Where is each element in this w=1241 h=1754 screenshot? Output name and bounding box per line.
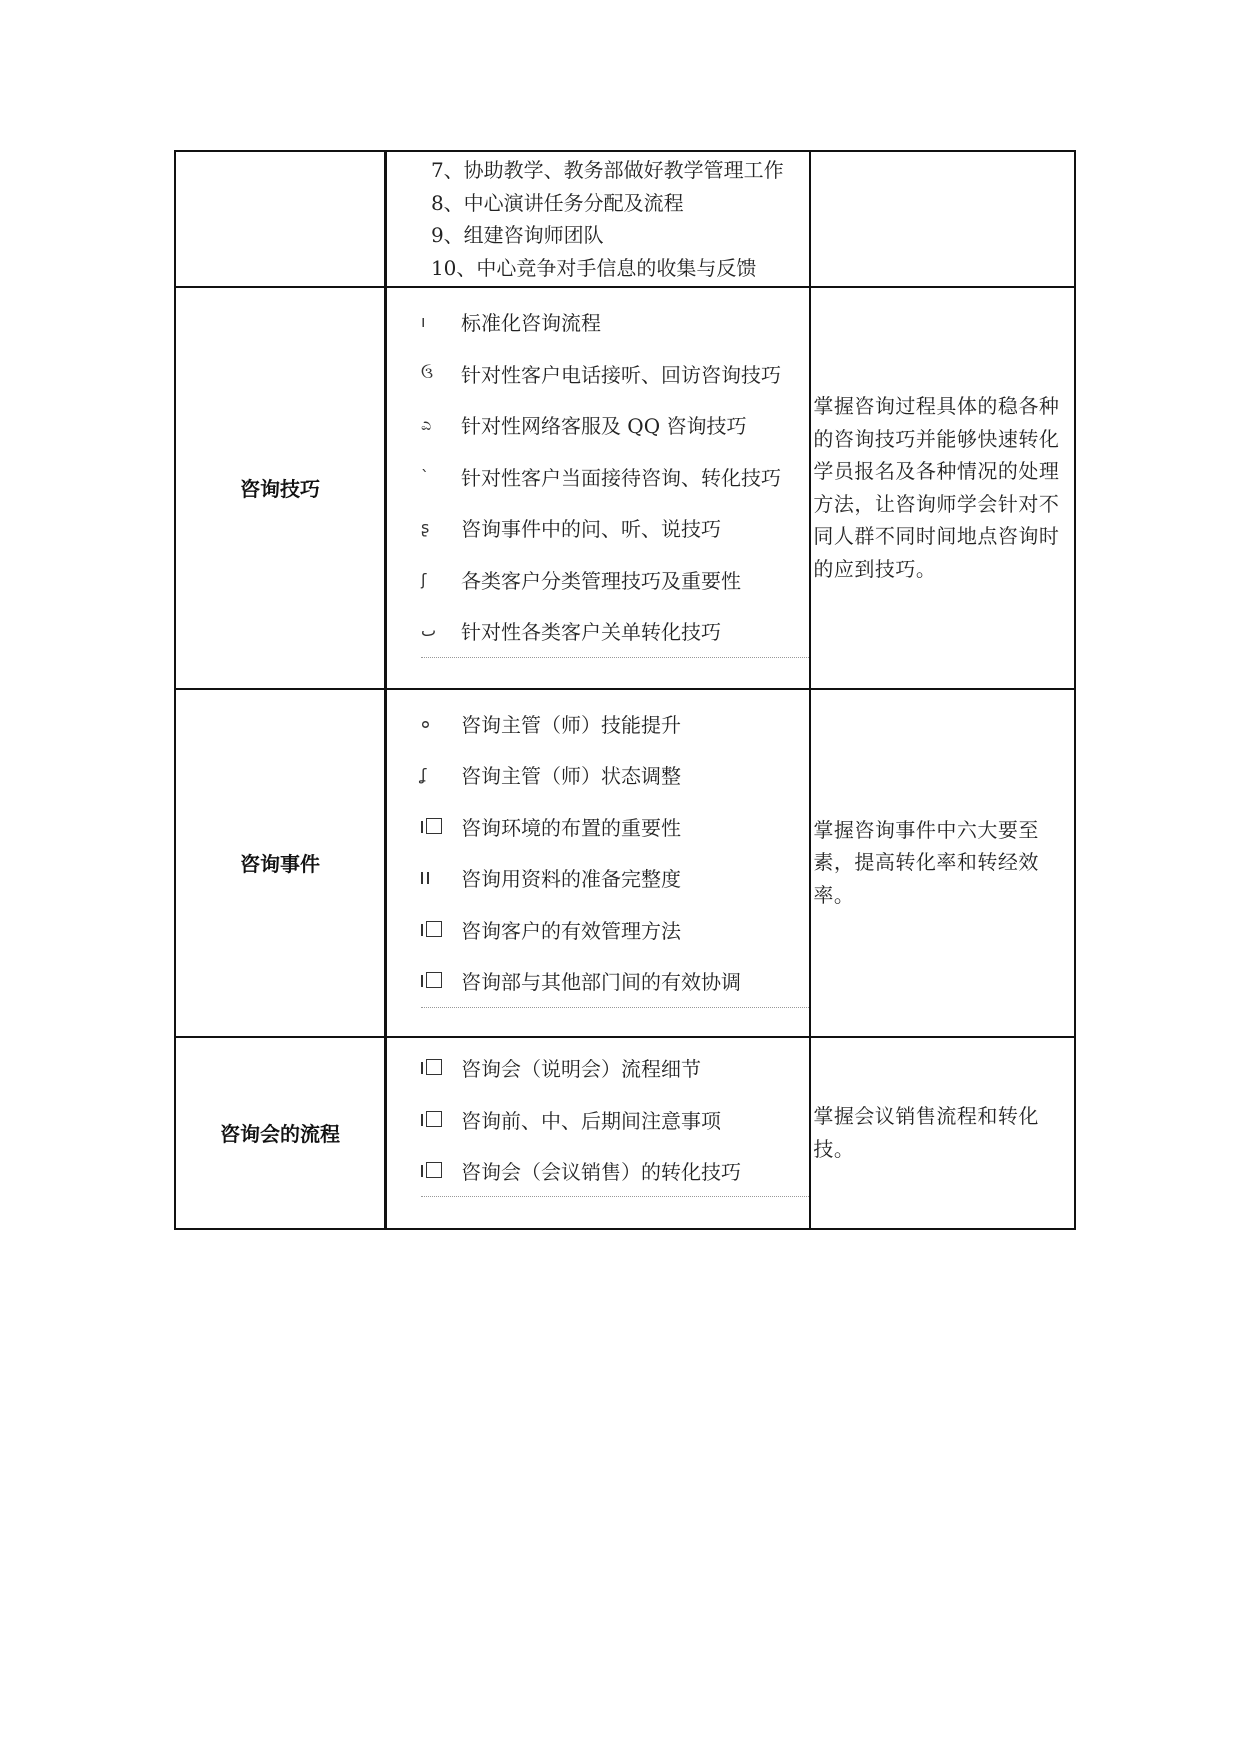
list-item (421, 904, 809, 956)
item-text: 标准化咨询流程 (460, 311, 601, 336)
description-cell (810, 151, 1075, 287)
bullet-glyph-icon: ʆ (420, 765, 427, 785)
category-label: 咨询技巧 (239, 477, 320, 502)
content-cell (385, 287, 810, 689)
list-item (421, 348, 809, 400)
description-cell (810, 1037, 1075, 1229)
meeting-list (387, 1038, 809, 1228)
list-item (421, 399, 809, 451)
item-text: 咨询环境的布置的重要性 (460, 815, 681, 840)
bullet-glyph-icon: ܘ (420, 713, 430, 733)
checkbox-bullet-icon (421, 817, 461, 836)
table-row (175, 151, 1075, 287)
item-text: 咨询会（会议销售）的转化技巧 (460, 1160, 741, 1184)
table-row (175, 287, 1075, 689)
list-item: 7、协助教学、教务部做好教学管理工作 (430, 158, 784, 182)
content-cell (385, 1037, 810, 1229)
list-item (421, 502, 809, 554)
content-cell (385, 151, 810, 287)
list-item (421, 749, 809, 801)
description-cell (810, 689, 1075, 1037)
bullet-glyph-icon: ʃ (420, 569, 427, 589)
list-item (421, 554, 809, 606)
category-label: 咨询事件 (239, 852, 320, 876)
description-text: 掌握咨询事件中六大要至素，提高转化率和转经效率。 (813, 817, 1039, 907)
list-item (421, 1042, 809, 1094)
bullet-glyph-icon: ʂ (420, 518, 430, 538)
description-text: 掌握会议销售流程和转化技。 (813, 1104, 1039, 1161)
item-text: 咨询主管（师）技能提升 (460, 712, 681, 737)
bullet-glyph-icon: ಎ (420, 414, 432, 434)
numbered-list (387, 152, 809, 286)
category-cell (175, 151, 385, 287)
event-list (387, 690, 809, 1036)
training-content-table (174, 150, 1076, 1230)
bullet-glyph-icon: ٮ (420, 621, 437, 641)
item-text: 针对性各类客户关单转化技巧 (460, 620, 721, 645)
checkbox-bullet-icon (421, 920, 461, 939)
item-text: 针对性客户当面接待咨询、转化技巧 (460, 465, 781, 490)
list-item: 8、中心演讲任务分配及流程 (430, 190, 684, 215)
list-item (421, 955, 809, 1008)
checkbox-bullet-icon (421, 1110, 461, 1129)
checkbox-bullet-icon (421, 1058, 461, 1077)
list-item (421, 451, 809, 503)
list-item (421, 698, 809, 750)
list-item (421, 1145, 809, 1198)
item-text: 咨询用资料的准备完整度 (460, 867, 681, 892)
item-text: 针对性网络客服及 QQ 咨询技巧 (460, 414, 747, 439)
item-text: 咨询事件中的问、听、说技巧 (460, 517, 721, 542)
content-cell (385, 689, 810, 1037)
item-text: 咨询主管（师）状态调整 (460, 764, 681, 789)
bullet-glyph-icon: ઉ (420, 363, 434, 383)
list-item (421, 1093, 809, 1145)
category-cell (175, 689, 385, 1037)
list-item (421, 605, 809, 658)
description-cell (810, 287, 1075, 689)
checkbox-bullet-icon (421, 1161, 461, 1180)
description-text: 掌握咨询过程具体的稳各种的咨询技巧并能够快速转化学员报名及各种情况的处理方法，让咨询师学会针对不同人群不同时间地点咨询时的应到技巧。 (813, 394, 1060, 581)
item-text: 咨询会（说明会）流程细节 (460, 1057, 701, 1081)
table-row (175, 689, 1075, 1037)
item-text: 咨询客户的有效管理方法 (460, 918, 681, 943)
category-cell (175, 287, 385, 689)
bullet-glyph-icon: ı (420, 312, 426, 332)
item-text: 咨询部与其他部门间的有效协调 (460, 970, 741, 995)
checkbox-bullet-icon (421, 971, 461, 990)
bullet-glyph-icon: ˋ (420, 466, 429, 486)
list-item (421, 852, 809, 904)
category-label: 咨询会的流程 (219, 1122, 340, 1146)
category-cell (175, 1037, 385, 1229)
skill-list (387, 288, 809, 688)
list-item: 9、组建咨询师团队 (430, 223, 604, 247)
list-item (421, 801, 809, 853)
table-row (175, 1037, 1075, 1229)
item-text: 咨询前、中、后期间注意事项 (460, 1108, 721, 1133)
item-text: 针对性客户电话接听、回访咨询技巧 (460, 362, 781, 387)
item-text: 各类客户分类管理技巧及重要性 (460, 568, 741, 593)
list-item: 10、中心竞争对手信息的收集与反馈 (430, 255, 757, 280)
double-bar-bullet-icon (421, 868, 461, 887)
list-item (421, 296, 809, 348)
